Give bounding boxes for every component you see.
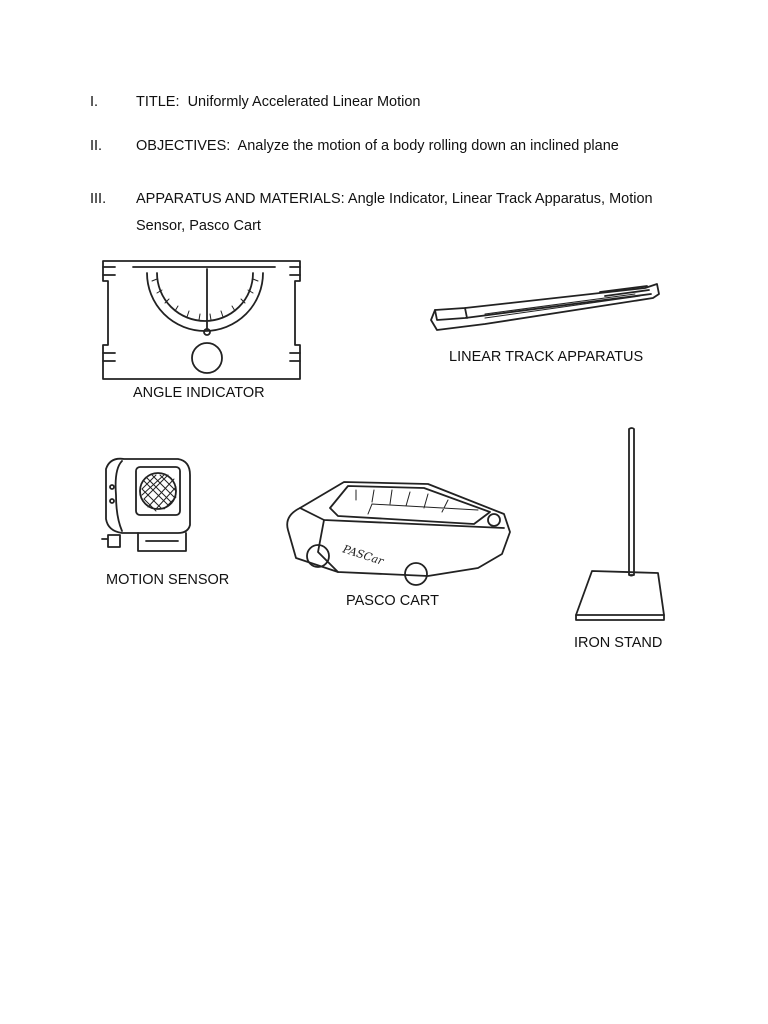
section-body: Angle Indicator, Linear Track Apparatus, Motion Sensor, Pasco Cart [136, 191, 653, 234]
section-numeral: I. [90, 94, 99, 110]
section-objectives [0, 133, 768, 160]
section-text [136, 89, 696, 116]
section-numeral: II. [90, 138, 103, 154]
section-label: TITLE: [136, 94, 180, 110]
linear-track-figure [425, 278, 665, 365]
angle-indicator-caption: ANGLE INDICATOR [133, 385, 265, 401]
pasco-cart-caption: PASCO CART [346, 593, 439, 609]
section-label: APPARATUS AND MATERIALS: [136, 191, 345, 207]
section-label: OBJECTIVES: [136, 138, 231, 154]
linear-track-caption: LINEAR TRACK APPARATUS [449, 349, 644, 365]
motion-sensor-figure [98, 455, 230, 588]
iron-stand-figure [572, 425, 672, 651]
section-body: Analyze the motion of a body rolling down an inclined plane [237, 138, 619, 154]
iron-stand-caption: IRON STAND [574, 635, 663, 651]
pasco-cart-logo: PASCar [341, 542, 386, 568]
section-title [0, 89, 768, 116]
section-apparatus [0, 186, 768, 242]
section-numeral: III. [90, 191, 107, 207]
angle-indicator-drawing [95, 255, 310, 383]
angle-indicator-figure [95, 255, 310, 401]
pasco-cart-drawing [278, 472, 518, 587]
section-body: Uniformly Accelerated Linear Motion [187, 94, 421, 110]
pasco-cart-figure [278, 472, 518, 609]
motion-sensor-caption: MOTION SENSOR [106, 572, 230, 588]
section-text [136, 186, 696, 240]
iron-stand-drawing [572, 425, 672, 625]
motion-sensor-drawing [98, 455, 198, 557]
section-text [136, 133, 696, 160]
linear-track-drawing [425, 278, 665, 340]
